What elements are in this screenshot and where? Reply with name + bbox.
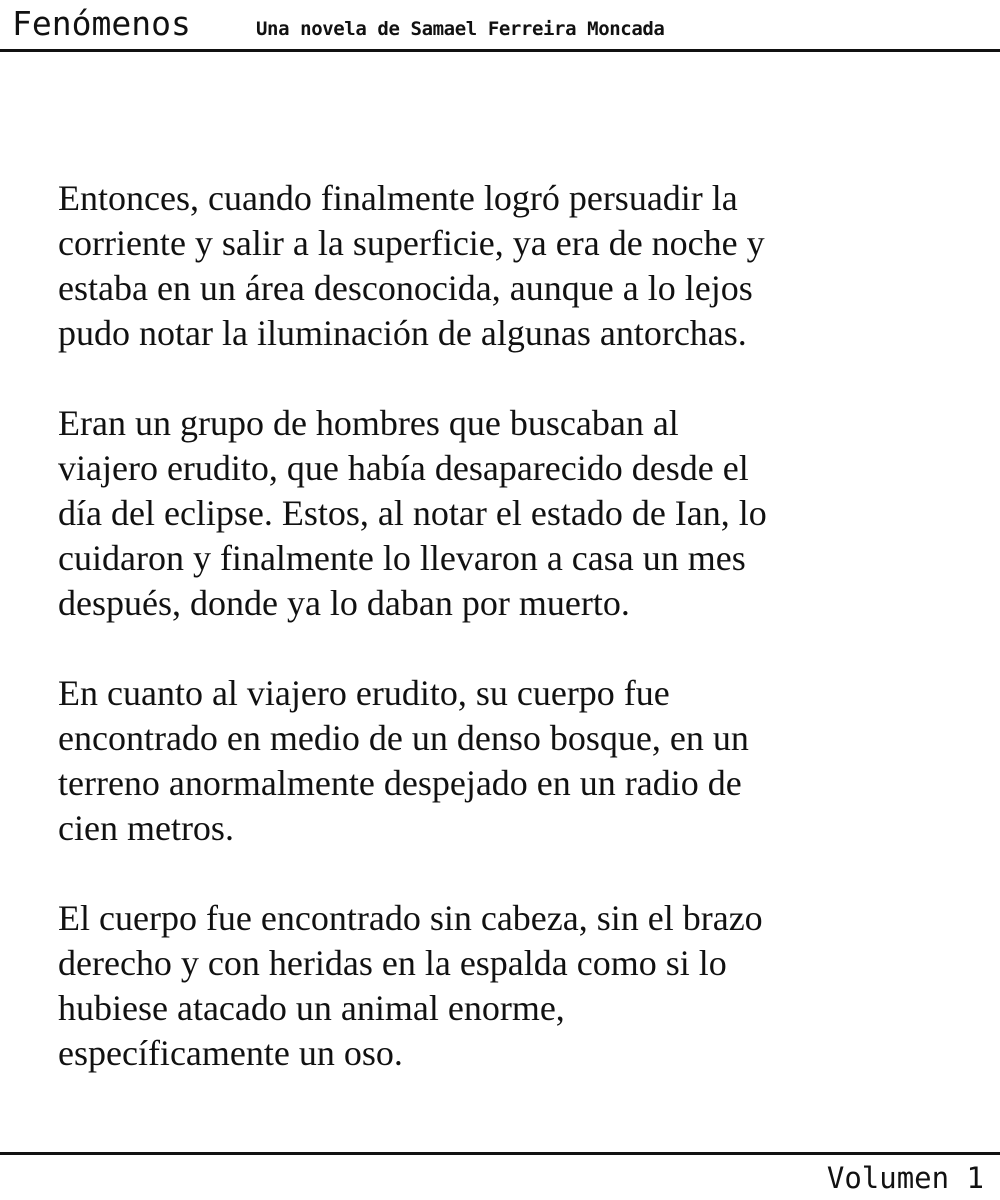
text-line: encontrado en medio de un denso bosque, en un xyxy=(58,718,749,758)
page-footer xyxy=(0,1152,1000,1200)
paragraph-2 xyxy=(58,401,958,626)
text-line: corriente y salir a la superficie, ya era de noche y xyxy=(58,223,765,263)
text-line: día del eclipse. Estos, al notar el estado de Ian, lo xyxy=(58,493,767,533)
text-line: terreno anormalmente despejado en un radio de xyxy=(58,763,742,803)
text-line: cuidaron y finalmente lo llevaron a casa un mes xyxy=(58,538,746,578)
paragraph-1 xyxy=(58,176,958,356)
volume-label: Volumen 1 xyxy=(826,1161,984,1195)
text-line: después, donde ya lo daban por muerto. xyxy=(58,583,630,623)
book-title: Fenómenos xyxy=(12,4,191,43)
text-line: viajero erudito, que había desaparecido desde el xyxy=(58,448,749,488)
text-line: pudo notar la iluminación de algunas antorchas. xyxy=(58,313,747,353)
book-subtitle: Una novela de Samael Ferreira Moncada xyxy=(256,18,665,40)
text-line: En cuanto al viajero erudito, su cuerpo fue xyxy=(58,673,670,713)
paragraph-3 xyxy=(58,671,958,851)
text-line: hubiese atacado un animal enorme, xyxy=(58,988,565,1028)
text-line: cien metros. xyxy=(58,808,234,848)
text-line: El cuerpo fue encontrado sin cabeza, sin el brazo xyxy=(58,898,763,938)
paragraph-4 xyxy=(58,896,958,1076)
text-line: Eran un grupo de hombres que buscaban al xyxy=(58,403,679,443)
page-header xyxy=(0,0,1000,52)
text-line: estaba en un área desconocida, aunque a lo lejos xyxy=(58,268,753,308)
text-line: derecho y con heridas en la espalda como si lo xyxy=(58,943,727,983)
text-line: específicamente un oso. xyxy=(58,1033,403,1073)
page-body xyxy=(58,176,958,1121)
text-line: Entonces, cuando finalmente logró persuadir la xyxy=(58,178,738,218)
